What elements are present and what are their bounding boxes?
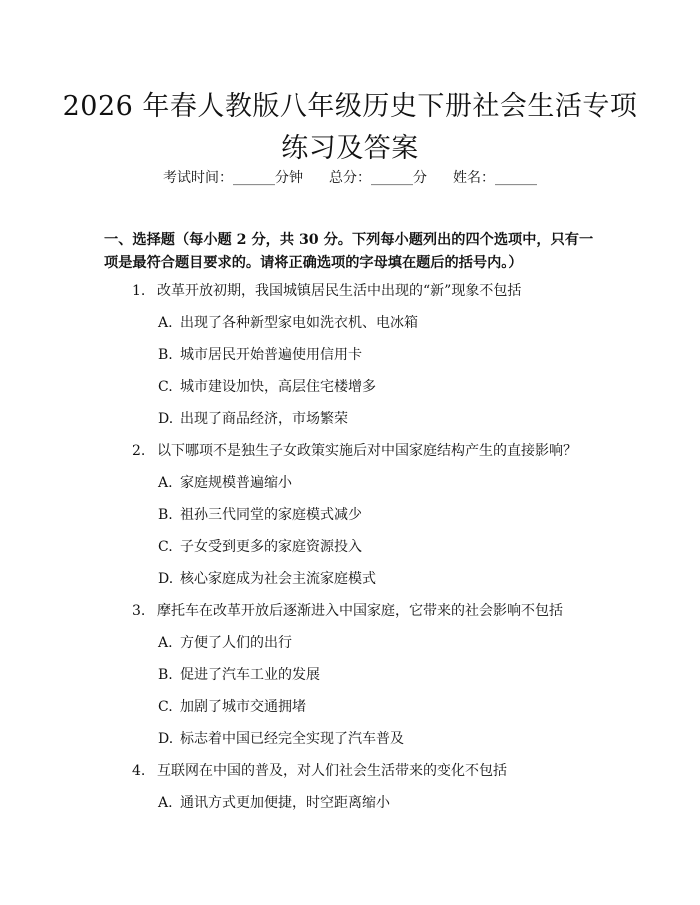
option-label: A. <box>158 315 173 331</box>
student-name-field: 姓名：______ <box>453 170 537 186</box>
question-3-option-c <box>158 697 306 717</box>
exam-time-field: 考试时间：______分钟 <box>163 170 303 186</box>
option-text: 城市建设加快，高层住宅楼增多 <box>180 379 376 395</box>
exam-meta <box>0 168 700 188</box>
option-label: C. <box>158 539 173 555</box>
question-1-option-c <box>158 377 376 397</box>
option-text: 核心家庭成为社会主流家庭模式 <box>180 571 376 587</box>
question-2-option-a <box>158 473 292 493</box>
option-label: D. <box>158 411 174 427</box>
question-2 <box>132 441 577 461</box>
question-text: 以下哪项不是独生子女政策实施后对中国家庭结构产生的直接影响？ <box>157 443 577 459</box>
option-label: B. <box>158 347 173 363</box>
question-4 <box>132 761 507 781</box>
question-3 <box>132 601 563 621</box>
question-text: 互联网在中国的普及，对人们社会生活带来的变化不包括 <box>157 763 507 779</box>
option-label: B. <box>158 667 173 683</box>
option-label: D. <box>158 571 174 587</box>
document-title: 2026 年春人教版八年级历史下册社会生活专项练习及答案 <box>62 91 638 164</box>
option-text: 方便了人们的出行 <box>180 635 292 651</box>
question-2-option-b <box>158 505 362 525</box>
question-number: 3. <box>132 603 146 619</box>
option-text: 促进了汽车工业的发展 <box>180 667 320 683</box>
option-label: B. <box>158 507 173 523</box>
section-heading: 一、选择题（每小题 2 分，共 30 分。下列每小题列出的四个选项中，只有一项是最符合题目要求的。请将正确选项的字母填在题后的括号内。） <box>104 232 594 271</box>
question-3-option-b <box>158 665 320 685</box>
option-text: 标志着中国已经完全实现了汽车普及 <box>180 731 404 747</box>
option-text: 祖孙三代同堂的家庭模式减少 <box>180 507 362 523</box>
option-label: C. <box>158 699 173 715</box>
question-3-option-a <box>158 633 292 653</box>
option-label: A. <box>158 635 173 651</box>
option-label: A. <box>158 795 173 811</box>
question-text: 摩托车在改革开放后逐渐进入中国家庭，它带来的社会影响不包括 <box>157 603 563 619</box>
question-number: 4. <box>132 763 146 779</box>
option-label: A. <box>158 475 173 491</box>
question-number: 2. <box>132 443 146 459</box>
question-1 <box>132 281 521 301</box>
option-text: 出现了商品经济，市场繁荣 <box>180 411 348 427</box>
question-number: 1. <box>132 283 146 299</box>
question-2-option-c <box>158 537 362 557</box>
question-2-option-d <box>158 569 376 589</box>
option-text: 加剧了城市交通拥堵 <box>180 699 306 715</box>
total-score-field: 总分：______分 <box>329 170 427 186</box>
option-text: 出现了各种新型家电如洗衣机、电冰箱 <box>180 315 418 331</box>
question-text: 改革开放初期，我国城镇居民生活中出现的“新”现象不包括 <box>157 283 522 299</box>
option-label: C. <box>158 379 173 395</box>
option-text: 城市居民开始普遍使用信用卡 <box>180 347 362 363</box>
option-text: 子女受到更多的家庭资源投入 <box>180 539 362 555</box>
question-1-option-b <box>158 345 362 365</box>
question-1-option-d <box>158 409 348 429</box>
question-1-option-a <box>158 313 418 333</box>
option-text: 通讯方式更加便捷，时空距离缩小 <box>180 795 390 811</box>
option-text: 家庭规模普遍缩小 <box>180 475 292 491</box>
question-3-option-d <box>158 729 404 749</box>
option-label: D. <box>158 731 174 747</box>
question-4-option-a <box>158 793 390 813</box>
